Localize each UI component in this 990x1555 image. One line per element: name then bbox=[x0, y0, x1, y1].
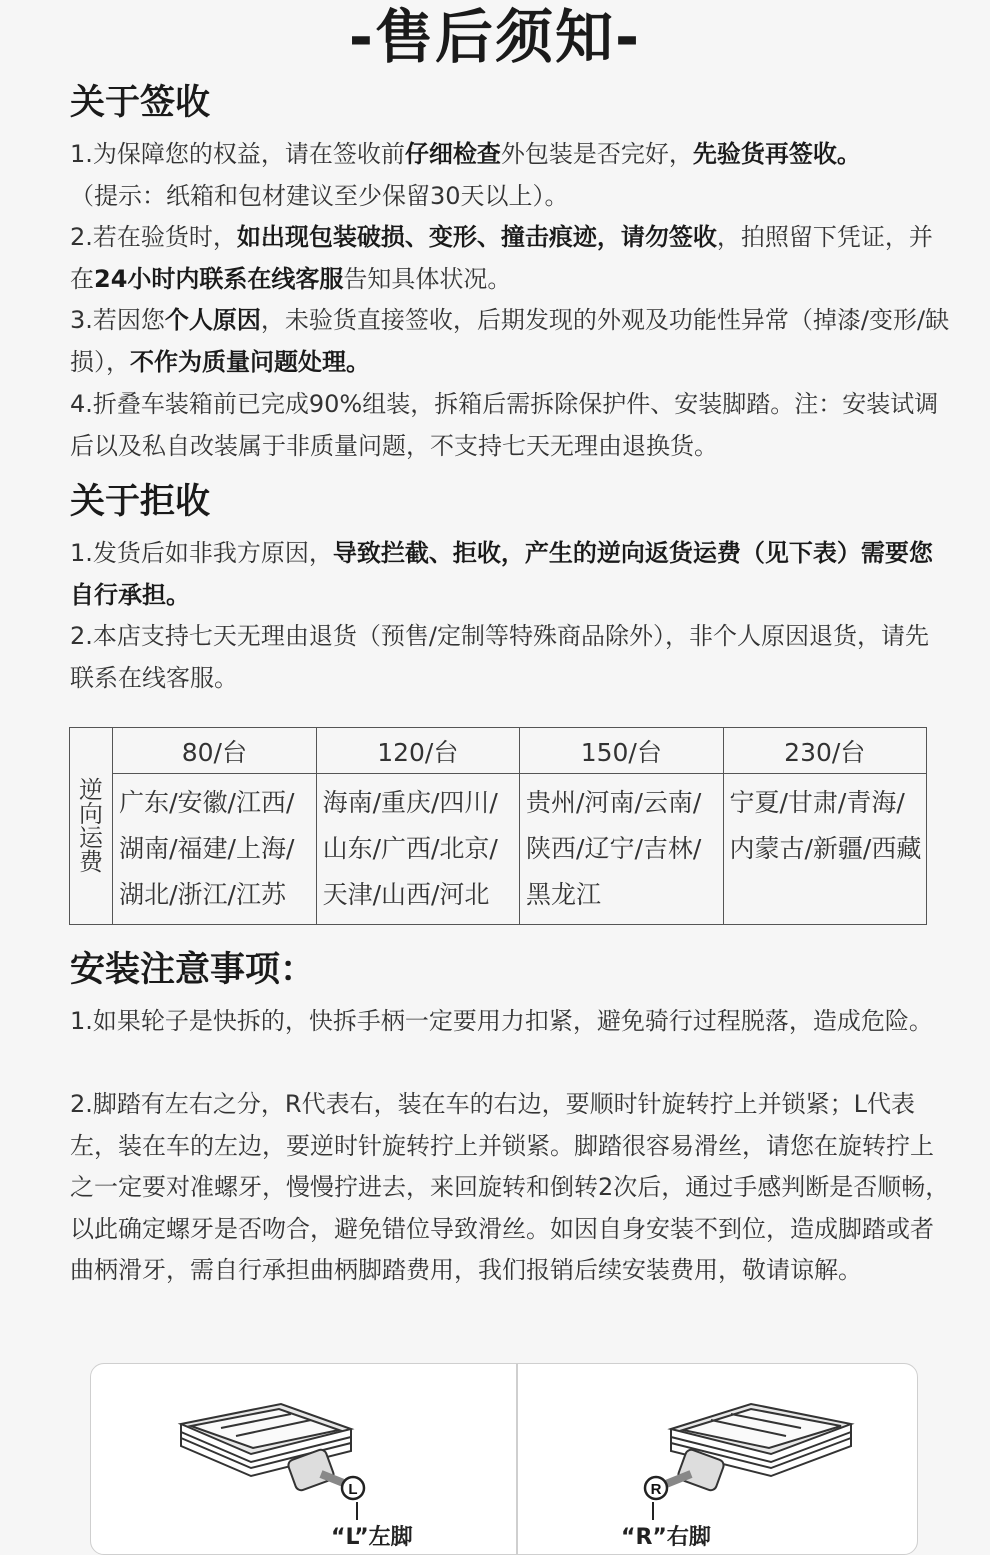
sign-paragraph-2: 2.若在验货时，如出现包装破损、变形、撞击痕迹，请勿签收，拍照留下凭证，并在24小时内联系在线客服告知具体状况。 bbox=[70, 223, 933, 293]
fee-region-row bbox=[70, 774, 927, 925]
left-pedal-illustration bbox=[161, 1384, 421, 1524]
sign-paragraph-1: 1.为保障您的权益，请在签收前仔细检查外包装是否完好，先验货再签收。 （提示：纸箱和包材建议至少保留30天以上）。 bbox=[70, 140, 861, 210]
right-pedal-illustration bbox=[611, 1384, 871, 1524]
install-paragraph-2: 2.脚踏有左右之分，R代表右，装在车的右边，要顺时针旋转拧上并锁紧；L代表左，装在车的左边，要逆时针旋转拧上并锁紧。脚踏很容易滑丝，请您在旋转拧上之一定要对准螺牙，慢慢拧进去，来回旋转和倒转2次后，通过手感判断是否顺畅，以此确定螺牙是否吻合，避免错位导致滑丝。如因自身安装不到位，造成脚踏或者曲柄滑牙，需自行承担曲柄脚踏费用，我们报销后续安装费用，敬请谅解。 bbox=[70, 1090, 950, 1284]
fee-price-150: 150/台 bbox=[520, 728, 723, 774]
left-marker-letter: L bbox=[348, 1481, 358, 1498]
reject-paragraph-1: 1.发货后如非我方原因，导致拦截、拒收，产生的逆向返货运费（见下表）需要您自行承担。 bbox=[70, 539, 933, 609]
fee-side-label-text: 逆 向 运 费 bbox=[79, 776, 104, 876]
right-pedal-caption: “R”右脚 bbox=[621, 1525, 711, 1550]
sign-heading: 关于签收 bbox=[70, 83, 211, 123]
return-shipping-fee-table bbox=[69, 727, 927, 925]
fee-side-label bbox=[70, 728, 113, 925]
sign-paragraph-3: 3.若因您个人原因，未验货直接签收，后期发现的外观及功能性异常（掉漆/变形/缺损），不作为质量问题处理。 bbox=[70, 306, 950, 376]
page-title: -售后须知- bbox=[348, 3, 642, 71]
fee-price-80: 80/台 bbox=[113, 728, 316, 774]
install-paragraph-1: 1.如果轮子是快拆的，快拆手柄一定要用力扣紧，避免骑行过程脱落，造成危险。 bbox=[70, 1007, 933, 1035]
fee-regions-230: 宁夏/甘肃/青海/内蒙古/新疆/西藏 bbox=[723, 774, 927, 925]
fee-price-120: 120/台 bbox=[316, 728, 519, 774]
reject-heading: 关于拒收 bbox=[70, 482, 211, 522]
left-pedal-caption: “L”左脚 bbox=[331, 1525, 413, 1550]
fee-regions-80: 广东/安徽/江西/湖南/福建/上海/湖北/浙江/江苏 bbox=[113, 774, 316, 925]
reject-paragraph-2: 2.本店支持七天无理由退货（预售/定制等特殊商品除外），非个人原因退货，请先联系在线客服。 bbox=[70, 622, 929, 692]
install-heading: 安装注意事项： bbox=[70, 950, 316, 990]
fee-price-230: 230/台 bbox=[723, 728, 927, 774]
fee-regions-120: 海南/重庆/四川/山东/广西/北京/天津/山西/河北 bbox=[316, 774, 519, 925]
pedal-diagram-panel bbox=[90, 1363, 918, 1555]
sign-paragraph-4: 4.折叠车装箱前已完成90%组装，拆箱后需拆除保护件、安装脚踏。注：安装试调后以及私自改装属于非质量问题，不支持七天无理由退换货。 bbox=[70, 390, 939, 460]
panel-divider bbox=[516, 1364, 518, 1555]
fee-regions-150: 贵州/河南/云南/陕西/辽宁/吉林/黑龙江 bbox=[520, 774, 723, 925]
fee-header-row bbox=[70, 728, 927, 774]
right-marker-letter: R bbox=[650, 1481, 662, 1498]
